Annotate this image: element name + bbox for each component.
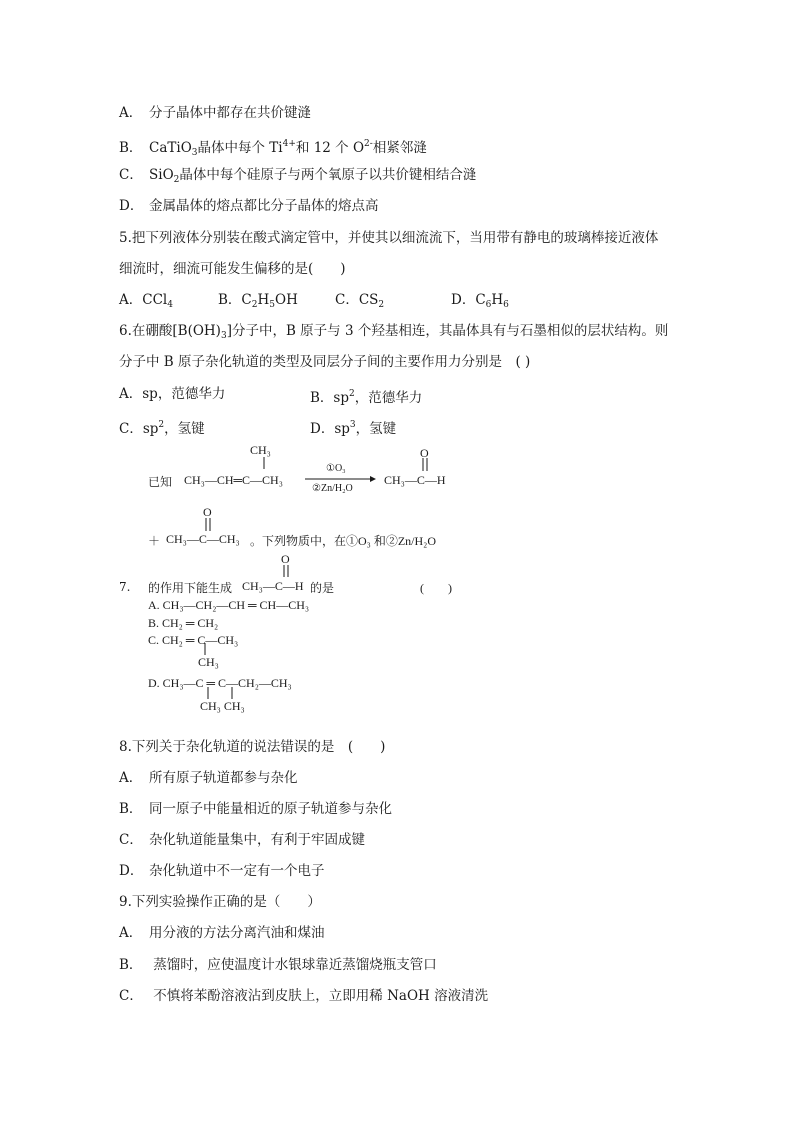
q7-condition-2: ②Zn/H₂O — [312, 483, 353, 494]
q8-option-b: B． 同一原子中能量相近的原子轨道参与杂化 — [119, 801, 392, 817]
q7-answer-paren: ( ) — [420, 581, 452, 595]
q6-option-c: C．$sp^2$，氢键 — [119, 420, 205, 437]
q7-option-c: C. CH₂ ═ C—CH₃ — [148, 633, 239, 647]
q9-option-a: A． 用分液的方法分离汽油和煤油 — [119, 925, 325, 941]
q9-option-b: B． 蒸馏时，应使温度计水银球靠近蒸馏烧瓶支管口 — [119, 957, 437, 973]
q7-chemistry-figure — [140, 443, 470, 723]
q8-option-a: A． 所有原子轨道都参与杂化 — [119, 770, 298, 786]
q7-condition-1: ①O₃ — [326, 463, 346, 474]
q7-plus: ＋ — [148, 534, 161, 548]
q4-option-c: C． SiO$_2$晶体中每个硅原子与两个氧原子以共价键相结合漨 — [119, 167, 477, 185]
q7-product1: CH₃—C—H — [384, 473, 446, 487]
q4-option-d: D． 金属晶体的熔点都比分子晶体的熔点高 — [119, 198, 379, 214]
q5-option-a: A．CCl$_4$ — [119, 292, 173, 310]
q7-line3-molecule: CH₃—C—H — [242, 579, 304, 593]
q5-stem-line2: 细流时，细流可能发生偏移的是( ) — [119, 261, 346, 277]
q7-option-d: D. CH₃—C ═ C—CH₂—CH₃ — [148, 676, 292, 690]
q8-stem: 8.下列关于杂化轨道的说法错误的是 ( ) — [119, 739, 386, 755]
q7-line3-oxygen: O — [281, 552, 290, 566]
q7-product2-oxygen: O — [203, 505, 212, 519]
q8-option-d: D． 杂化轨道中不一定有一个电子 — [119, 863, 325, 879]
q7-given-label: 已知 — [148, 475, 173, 489]
q7-product1-oxygen: O — [420, 446, 429, 460]
q7-option-d-branches: CH₃ CH₃ — [200, 699, 245, 713]
q7-number: 7. — [119, 580, 131, 594]
q5-option-d: D．$C_6H_6$ — [451, 292, 509, 310]
q7-reactant-methyl: CH₃ — [250, 443, 271, 457]
q7-line3-pre: 的作用下能生成 — [148, 581, 233, 595]
q6-option-d: D．$sp^3$，氢键 — [310, 420, 397, 437]
q6-option-a: A．sp，范德华力 — [119, 386, 226, 402]
q4-option-b: B． CaTiO$_3$晶体中每个 $Ti^{4+}$和 12 个 $O^{2-}$相紧邻漨 — [119, 139, 427, 158]
q5-option-b: B．$C_2H_5OH$ — [218, 292, 298, 310]
q6-stem-line1: 6.在硼酸$[B(OH)_3]$分子中，B 原子与 3 个羟基相连，其晶体具有与石墨相似的层状结构。则 — [119, 323, 669, 341]
q8-option-c: C． 杂化轨道能量集中，有利于牢固成键 — [119, 832, 365, 848]
q6-stem-line2: 分子中 B 原子杂化轨道的类型及同层分子间的主要作用力分别是 ( ) — [119, 354, 531, 370]
q6-option-b: B．$sp^2$，范德华力 — [310, 389, 423, 406]
q7-option-c-branch: CH₃ — [198, 655, 219, 669]
q7-tail-text: 。下列物质中，在①O₃ 和②Zn/H₂O — [250, 534, 437, 548]
q9-option-c: C． 不慎将苯酚溶液沾到皮肤上，立即用稀 NaOH 溶液清洗 — [119, 988, 489, 1004]
q7-option-a: A. CH₃—CH₂—CH ═ CH—CH₃ — [148, 598, 310, 612]
q5-stem-line1: 5.把下列液体分别装在酸式滴定管中，并使其以细流流下，当用带有静电的玻璃棒接近液体 — [119, 230, 659, 246]
q7-product2: CH₃—C—CH₃ — [166, 532, 240, 546]
q9-stem: 9.下列实验操作正确的是（ ） — [119, 894, 321, 910]
q4-option-a: A． 分子晶体中都存在共价键漨 — [119, 105, 311, 121]
q7-option-b: B. CH₂ ═ CH₂ — [148, 616, 219, 630]
q7-reactant: CH₃—CH═C—CH₃ — [184, 473, 283, 487]
q7-line3-post: 的是 — [310, 581, 335, 595]
q5-option-c: C．$CS_2$ — [335, 292, 385, 310]
